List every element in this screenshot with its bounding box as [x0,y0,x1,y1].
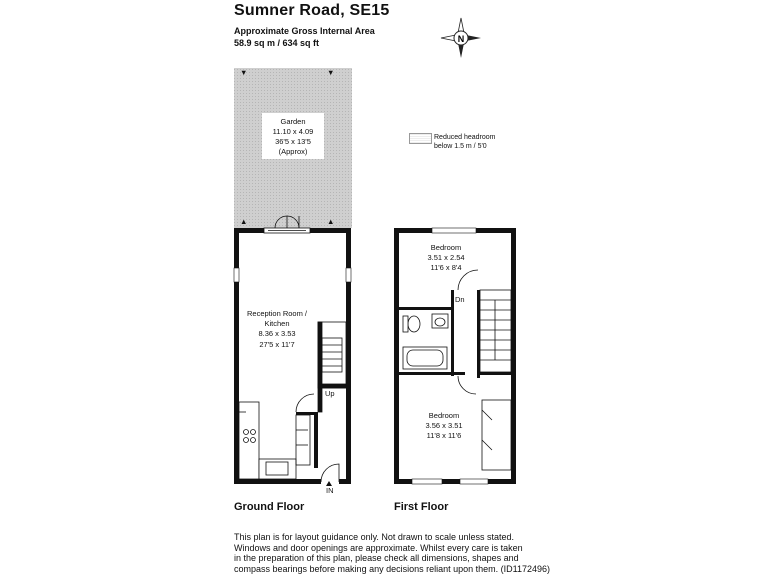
disclaimer-line-2: Windows and door openings are approximate. Whilst every care is taken [234,542,523,553]
bedroom1-metric: 3.51 x 2.54 [427,253,465,262]
garden-imperial: 36'5 x 13'5 [275,137,311,146]
first-floor-label: First Floor [394,501,449,513]
garden-arrow-right: ▼ [327,68,335,77]
area-value: 58.9 sq m / 634 sq ft [234,38,320,48]
bedroom1-name: Bedroom [430,243,462,252]
ground-stair-label: Up [325,389,335,398]
bedroom2-wardrobe [482,400,511,470]
disclaimer-line-4: compass bearings before making any decisions reliant upon them. (ID1172496) [234,563,551,574]
entrance-arrow-icon [326,481,332,486]
bedroom1-door-swing [458,270,478,290]
reception-imperial: 27'5 x 11'7 [259,340,295,349]
garden-arrow-bottom-right: ▲ [327,217,335,226]
reception-metric: 8.36 x 3.53 [258,329,296,338]
area-heading: Approximate Gross Internal Area [234,26,375,36]
garden-arrow-bottom-left: ▲ [240,217,248,226]
compass-letter: N [457,34,465,44]
legend-line-1: Reduced headroom [434,134,496,141]
garden-note: (Approx) [278,147,308,156]
bathroom-fittings [403,314,448,369]
first-staircase [480,290,511,372]
reception-name-1: Reception Room / [246,309,308,318]
ground-windows [234,268,351,282]
bedroom2-door-swing [458,376,476,394]
ground-floor-label: Ground Floor [234,501,305,513]
bedroom1-imperial: 11'6 x 8'4 [430,263,462,272]
first-stair-label: Dn [455,295,465,304]
disclaimer [234,532,564,574]
garden-arrow-left: ▼ [240,68,248,77]
hallway-walls [296,412,318,468]
disclaimer-line-3: in the preparation of this plan, please check all dimensions, shapes and [234,553,519,564]
garden-metric: 11.10 x 4.09 [272,127,314,136]
garden-name: Garden [280,117,306,126]
entrance-label: IN [326,486,334,495]
entrance-door [321,464,339,482]
bedroom2-imperial: 11'8 x 11'6 [426,431,462,440]
property-title: Sumner Road, SE15 [234,2,390,19]
disclaimer-line-1: This plan is for layout guidance only. Not drawn to scale unless stated. [234,532,514,542]
bedroom2-metric: 3.56 x 3.51 [425,421,463,430]
ground-staircase [318,322,346,412]
hall-door-swing [296,394,314,412]
reception-name-2: Kitchen [264,319,290,328]
bedroom2-name: Bedroom [428,411,460,420]
compass-rose-icon [441,18,481,58]
legend-line-2: below 1.5 m / 5'0 [434,143,487,150]
